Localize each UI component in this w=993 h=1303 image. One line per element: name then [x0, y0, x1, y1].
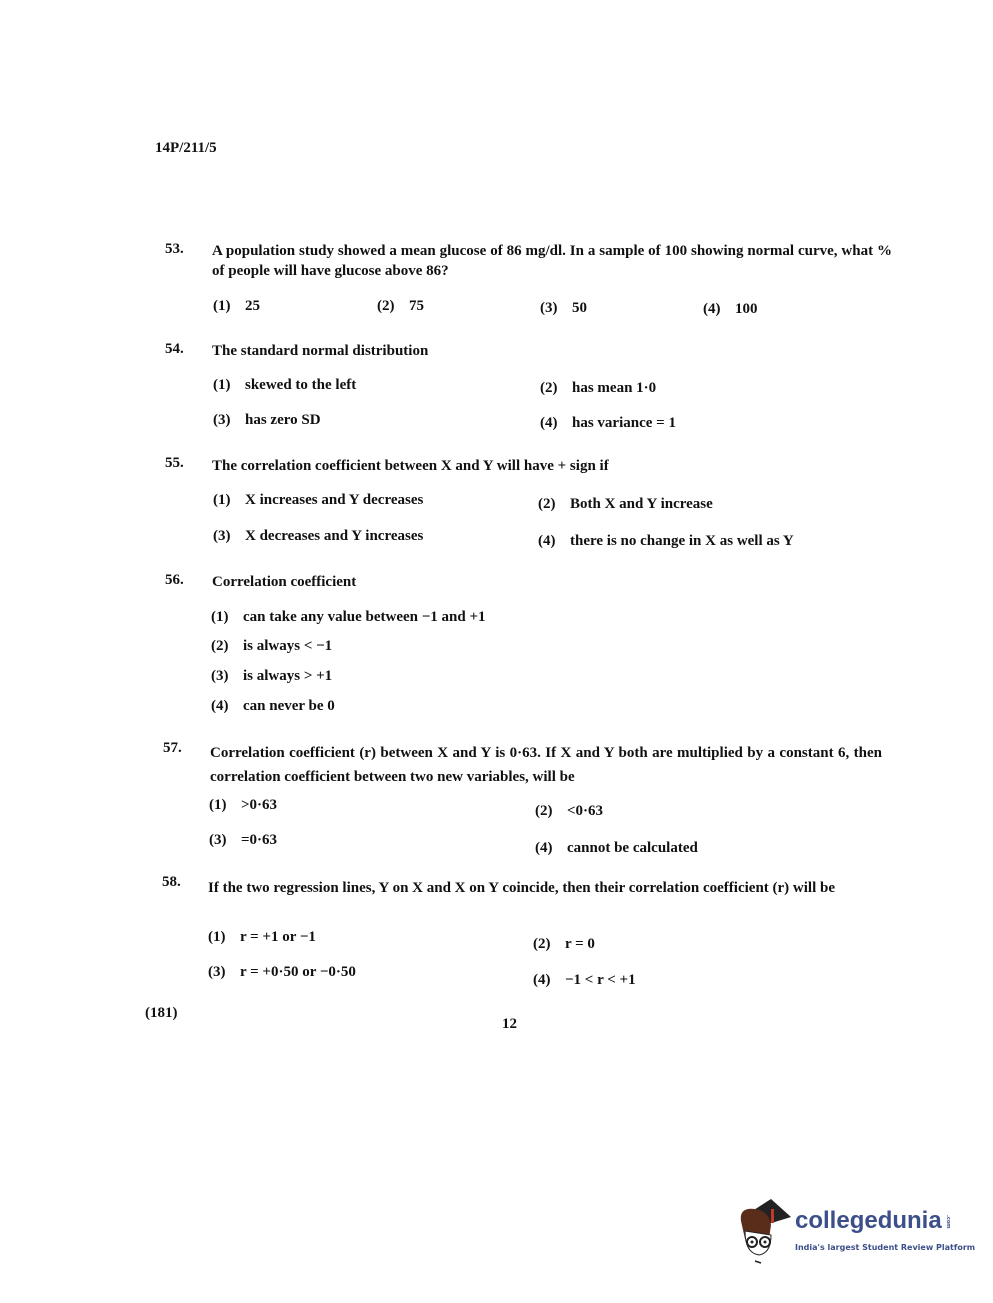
option-text: >0·63: [241, 797, 278, 813]
option-2: [211, 638, 332, 655]
paper-code: 14P/211/5: [155, 140, 217, 156]
option-text: there is no change in X as well as Y: [570, 533, 794, 549]
option-text: 50: [572, 300, 587, 316]
option-number: (3): [208, 964, 226, 980]
page-number: 12: [502, 1016, 517, 1032]
option-text: can take any value between −1 and +1: [243, 609, 486, 625]
question-number: 55.: [165, 455, 184, 471]
option-number: (2): [535, 803, 553, 819]
question-text: The standard normal distribution: [212, 343, 429, 359]
question-number: 53.: [165, 241, 184, 257]
question-number: 58.: [162, 874, 181, 890]
option-4: [703, 301, 758, 318]
option-text: r = +1 or −1: [240, 929, 316, 945]
option-number: (4): [535, 840, 553, 856]
option-number: (1): [213, 492, 231, 508]
option-text: −1 < r < +1: [565, 972, 636, 988]
option-number: (1): [213, 377, 231, 393]
option-3: [213, 412, 321, 429]
option-4: [540, 415, 676, 432]
option-4: [533, 972, 636, 989]
option-number: (4): [703, 301, 721, 317]
footer-code: (181): [145, 1005, 178, 1021]
option-text: has variance = 1: [572, 415, 676, 431]
option-text: is always < −1: [243, 638, 333, 654]
option-3: [540, 300, 587, 317]
option-1: [209, 797, 277, 814]
question-number: 57.: [163, 740, 182, 756]
option-4: [535, 840, 698, 857]
option-number: (1): [209, 797, 227, 813]
option-text: r = +0·50 or −0·50: [240, 964, 356, 980]
option-number: (3): [540, 300, 558, 316]
question-number: 56.: [165, 572, 184, 588]
question-text: A population study showed a mean glucose of 86 mg/dl. In a sample of 100 showing normal curve, what % of people will have glucose above 86?: [212, 243, 892, 279]
option-number: (2): [538, 496, 556, 512]
option-text: is always > +1: [243, 668, 333, 684]
option-2: [535, 803, 603, 820]
mascot-icon: [735, 1195, 795, 1265]
option-number: (1): [213, 298, 231, 314]
option-text: 25: [245, 298, 260, 314]
option-text: has zero SD: [245, 412, 321, 428]
option-number: (1): [208, 929, 226, 945]
option-number: (4): [540, 415, 558, 431]
option-1: [208, 929, 316, 946]
option-2: [533, 936, 595, 953]
question-text: The correlation coefficient between X and Y will have + sign if: [212, 458, 609, 474]
option-number: (3): [213, 528, 231, 544]
question-text: If the two regression lines, Y on X and X on Y coincide, then their correlation coefficient (r) will be: [208, 880, 836, 896]
option-1: [211, 609, 486, 626]
question-number: 54.: [165, 341, 184, 357]
option-number: (4): [211, 698, 229, 714]
option-text: skewed to the left: [245, 377, 357, 393]
option-1: [213, 377, 356, 394]
brand-suffix: .com: [945, 1215, 951, 1229]
option-number: (2): [540, 380, 558, 396]
option-text: Both X and Y increase: [570, 496, 713, 512]
option-4: [211, 698, 335, 715]
option-number: (4): [538, 533, 556, 549]
question-text: Correlation coefficient: [212, 574, 357, 590]
option-text: X increases and Y decreases: [245, 492, 424, 508]
option-2: [540, 380, 656, 397]
option-2: [377, 298, 424, 315]
option-text: 100: [735, 301, 758, 317]
option-1: [213, 298, 260, 315]
option-text: X decreases and Y increases: [245, 528, 424, 544]
option-number: (3): [211, 668, 229, 684]
option-text: can never be 0: [243, 698, 335, 714]
option-3: [211, 668, 332, 685]
option-number: (1): [211, 609, 229, 625]
option-text: cannot be calculated: [567, 840, 698, 856]
option-text: r = 0: [565, 936, 595, 952]
option-number: (3): [213, 412, 231, 428]
option-number: (4): [533, 972, 551, 988]
brand-name: collegedunia: [795, 1207, 942, 1234]
option-number: (3): [209, 832, 227, 848]
collegedunia-logo: [735, 1195, 985, 1275]
option-4: [538, 533, 794, 550]
brand-tagline: India's largest Student Review Platform: [795, 1243, 976, 1252]
option-3: [209, 832, 277, 849]
option-text: 75: [409, 298, 424, 314]
option-number: (2): [377, 298, 395, 314]
option-2: [538, 496, 713, 513]
question-text: Correlation coefficient (r) between X and Y is 0·63. If X and Y both are multiplied by a constant 6, then correlation coefficient between two new variables, will be: [210, 745, 882, 785]
option-text: <0·63: [567, 803, 604, 819]
option-number: (2): [211, 638, 229, 654]
option-3: [208, 964, 356, 981]
option-text: has mean 1·0: [572, 380, 657, 396]
option-number: (2): [533, 936, 551, 952]
option-3: [213, 528, 423, 545]
option-1: [213, 492, 423, 509]
option-text: =0·63: [241, 832, 278, 848]
